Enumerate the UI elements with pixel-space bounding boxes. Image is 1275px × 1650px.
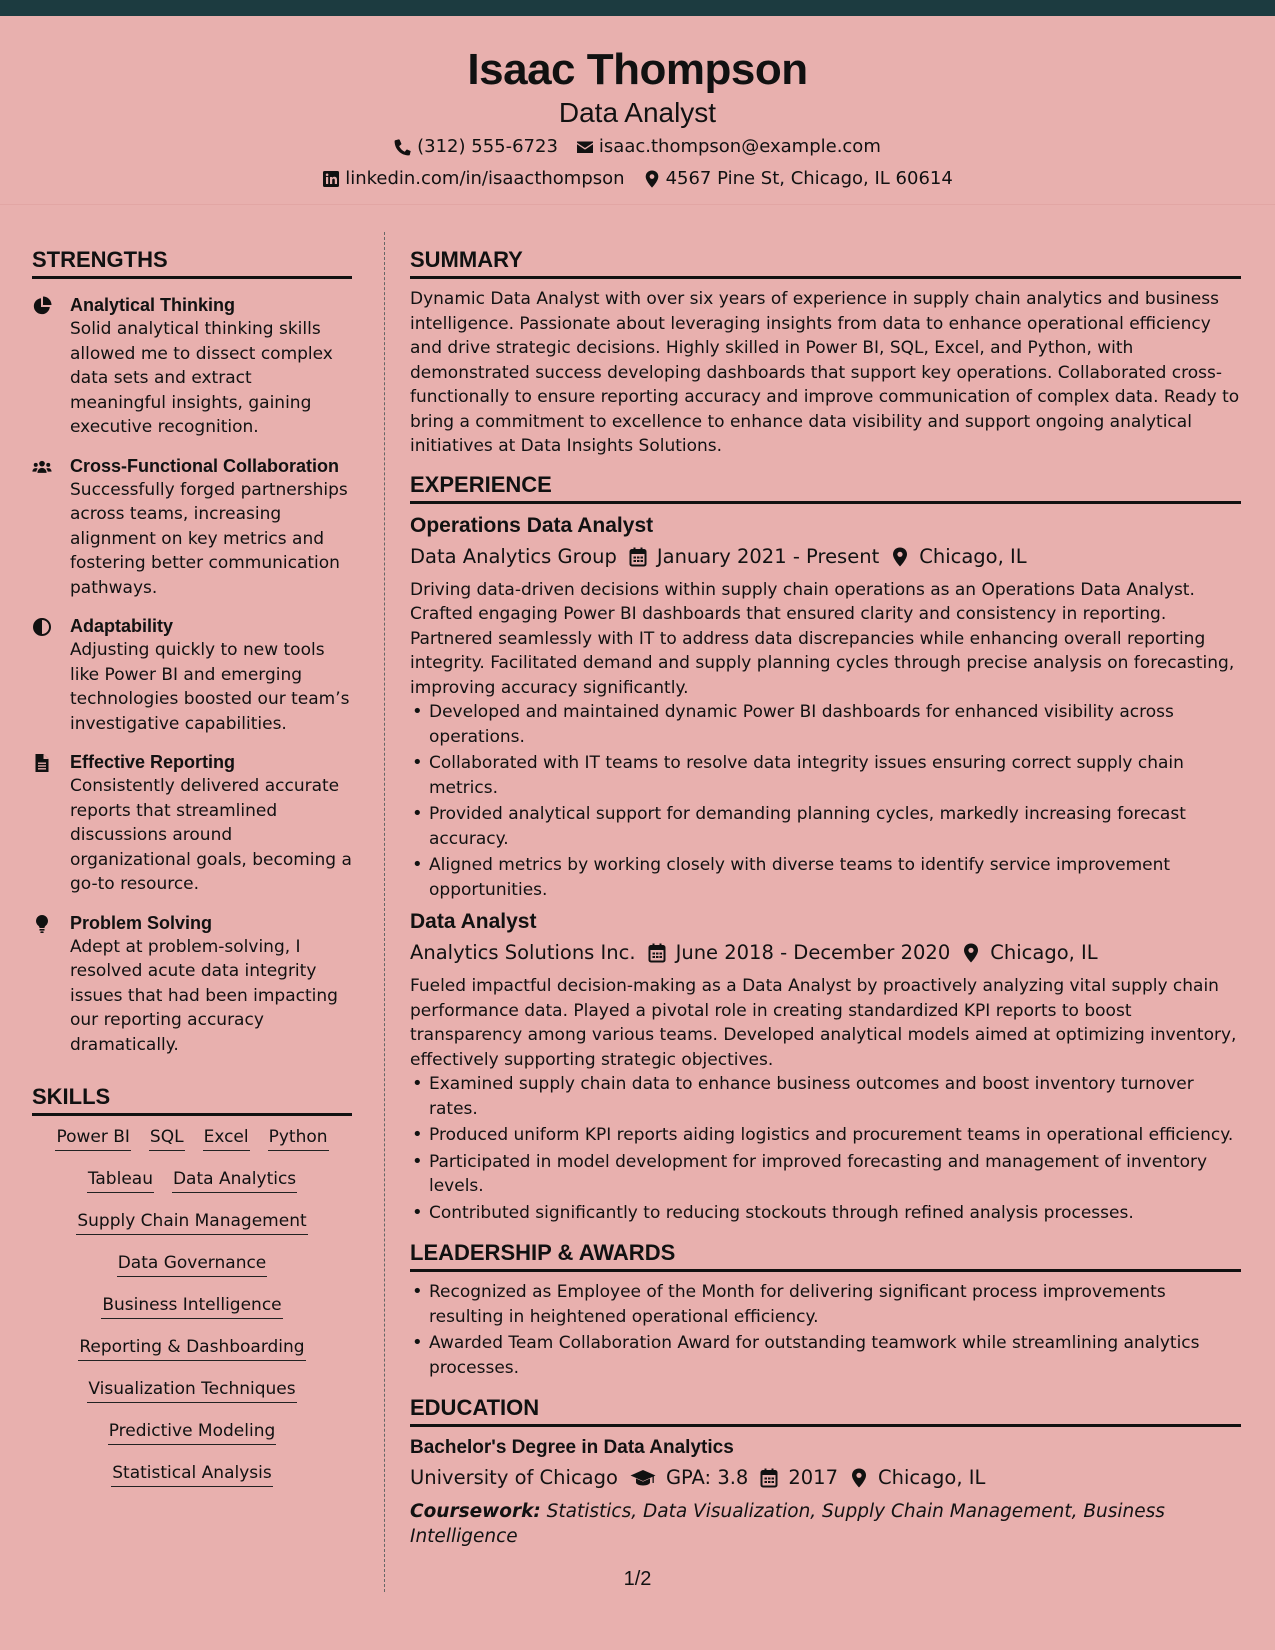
summary-text: Dynamic Data Analyst with over six years of experience in supply chain analytics and business intelligence. Passionate about leveraging insights from data to enhance operational efficiency and drive strategic decisions. Highly skilled in Power BI, SQL, Excel, and Python, with demonstrated success developing dashboards that support key operations. Collaborated cross-functionally to ensure reporting accuracy and improve communication of complex data. Ready to bring a commitment to excellence to enhance data visibility and support ongoing analytical initiatives at Data Insights Solutions. [410,289,1240,456]
email-text[interactable]: isaac.thompson@example.com [598,136,881,157]
bullet-item: • Participated in model development for improved forecasting and management of inventory levels. [410,1150,1241,1199]
strength-title: Adaptability [70,616,174,636]
skill-tag: Excel [203,1124,250,1151]
strength-title: Effective Reporting [70,752,236,772]
page-number: 1/2 [623,1568,652,1590]
gpa: GPA: 3.8 [665,1466,749,1489]
top-bar [0,0,1275,16]
header-divider [0,204,1275,205]
graduation-cap-icon [630,1468,656,1488]
calendar-icon [629,547,647,567]
calendar-icon [648,943,666,963]
skill-tag: Data Governance [117,1250,268,1277]
bullet-item: • Recognized as Employee of the Month for delivering significant process improvements resulting in heightened operational efficiency. [410,1280,1241,1329]
skill-tag: Reporting & Dashboarding [78,1334,305,1361]
resume-header [0,16,1275,204]
map-pin-icon [850,1468,868,1488]
bullet-item: • Collaborated with IT teams to resolve data integrity issues ensuring correct supply chain metrics. [410,751,1241,800]
strength-item [32,454,352,601]
linkedin-text[interactable]: linkedin.com/in/isaacthompson [345,168,625,189]
job-location: Chicago, IL [919,544,1027,568]
skill-tag: Statistical Analysis [111,1460,272,1487]
skill-tag: SQL [149,1124,185,1151]
column-divider [384,232,385,1592]
skill-tag: Visualization Techniques [87,1376,296,1403]
skill-tag: Power BI [55,1124,130,1151]
bullet-item: • Awarded Team Collaboration Award for outstanding teamwork while streamlining analytics processes. [410,1331,1241,1380]
company-name: Data Analytics Group [410,544,617,568]
coursework-list: Statistics, Data Visualization, Supply Chain Management, Business Intelligence [410,1501,1165,1547]
skill-tag: Predictive Modeling [108,1418,277,1445]
linkedin-contact[interactable] [322,164,624,194]
skill-row [32,1208,352,1235]
job-bullets [410,700,1241,902]
strength-description: Successfully forged partnerships across teams, increasing alignment on key metrics and fostering better communication pathways. [70,479,348,598]
job-meta [410,542,1241,572]
skills-heading: SKILLS [32,1083,352,1116]
skill-tag: Supply Chain Management [76,1208,307,1235]
skill-row [32,1376,352,1403]
contact-row-2 [0,164,1275,194]
job-dates: June 2018 - December 2020 [675,941,951,964]
phone-text: (312) 555-6723 [417,136,558,157]
bullet-item: • Developed and maintained dynamic Power BI dashboards for enhanced visibility across operations. [410,700,1241,749]
experience-heading: EXPERIENCE [410,471,1241,504]
job-bullets [410,1072,1241,1225]
strength-item [32,911,352,1058]
skill-tag: Business Intelligence [101,1292,282,1319]
strength-description: Consistently delivered accurate reports that streamlined discussions around organizational goals, becoming a go-to resource. [70,776,352,894]
half-circle-icon [32,617,52,637]
strength-item [32,750,352,897]
linkedin-icon [322,170,340,188]
job-entry [410,512,1241,903]
coursework-label: Coursework: [410,1501,541,1522]
skill-row [32,1292,352,1319]
address-contact [643,164,953,194]
coursework [410,1499,1241,1549]
users-icon [32,457,52,477]
skill-row [32,1460,352,1487]
contact-row-1 [0,132,1275,162]
school-name: University of Chicago [410,1466,618,1489]
bullet-item: • Produced uniform KPI reports aiding logistics and procurement teams in operational efficiency. [410,1123,1241,1148]
envelope-icon [576,138,594,156]
bullet-item: • Examined supply chain data to enhance business outcomes and boost inventory turnover rates. [410,1072,1241,1121]
bullet-item: • Contributed significantly to reducing stockouts through refined analysis processes. [410,1201,1241,1226]
job-description: Fueled impactful decision-making as a Data Analyst by proactively analyzing vital supply chain performance data. Played a pivotal role in creating standardized KPI reports to boost transparency among various teams. Developed analytical models aimed at optimizing inventory, effectively supporting strategic objectives. [410,976,1237,1070]
skill-row [32,1334,352,1361]
job-meta [410,938,1241,968]
leadership-bullets [410,1280,1241,1380]
strength-title: Problem Solving [70,912,213,933]
address-text: 4567 Pine St, Chicago, IL 60614 [665,168,953,189]
bullet-item: • Aligned metrics by working closely with diverse teams to identify service improvement opportunities. [410,853,1241,902]
strength-description: Adjusting quickly to new tools like Power BI and emerging technologies boosted our team’s investigative capabilities. [70,640,350,734]
candidate-title: Data Analyst [558,97,717,128]
skill-row [32,1166,352,1193]
map-pin-icon [643,170,661,188]
bullet-item: • Provided analytical support for demanding planning cycles, markedly increasing forecast accuracy. [410,802,1241,851]
email-contact[interactable] [576,132,881,162]
pie-chart-icon [32,296,52,316]
job-description: Driving data-driven decisions within supply chain operations as an Operations Data Analyst. Crafted engaging Power BI dashboards that ensured clarity and consistency in reporting. Partnered seamlessly with IT to address data discrepancies while enhancing overall reporting integrity. Facilitated demand and supply planning cycles through precise analysis on forecasting, improving accuracy significantly. [410,579,1235,698]
map-pin-icon [962,943,980,963]
calendar-icon [760,1468,778,1488]
education-heading: EDUCATION [410,1394,1241,1427]
job-location: Chicago, IL [990,941,1098,964]
job-title: Operations Data Analyst [410,513,654,537]
skill-tag: Tableau [87,1166,154,1193]
right-column [410,246,1241,1549]
skill-row [32,1250,352,1277]
strength-item [32,293,352,440]
lightbulb-icon [32,914,52,934]
graduation-year: 2017 [788,1466,838,1489]
phone-icon [394,138,412,156]
skill-tag: Data Analytics [172,1166,297,1193]
strength-title: Cross-Functional Collaboration [70,455,340,476]
candidate-name: Isaac Thompson [467,45,808,94]
skill-row [32,1124,352,1151]
phone-contact [394,132,558,162]
job-dates: January 2021 - Present [656,544,880,568]
job-title: Data Analyst [410,910,537,933]
skill-row [32,1418,352,1445]
strengths-heading: STRENGTHS [32,246,352,279]
summary-heading: SUMMARY [410,246,1241,279]
left-column [32,246,352,1502]
strength-description: Adept at problem-solving, I resolved acute data integrity issues that had been impacting our reporting accuracy dramatically. [70,936,338,1055]
map-pin-icon [891,547,909,567]
strength-title: Analytical Thinking [70,295,236,315]
strength-description: Solid analytical thinking skills allowed me to dissect complex data sets and extract meaningful insights, gaining executive recognition. [70,319,333,437]
education-meta [410,1463,1241,1493]
strength-item [32,614,352,736]
job-entry [410,908,1241,1225]
document-icon [32,753,52,773]
skill-tag: Python [268,1124,329,1151]
leadership-heading: LEADERSHIP & AWARDS [410,1239,1241,1272]
degree-title: Bachelor's Degree in Data Analytics [410,1437,734,1458]
skills-list [32,1124,352,1487]
school-location: Chicago, IL [877,1466,986,1489]
company-name: Analytics Solutions Inc. [410,941,636,964]
